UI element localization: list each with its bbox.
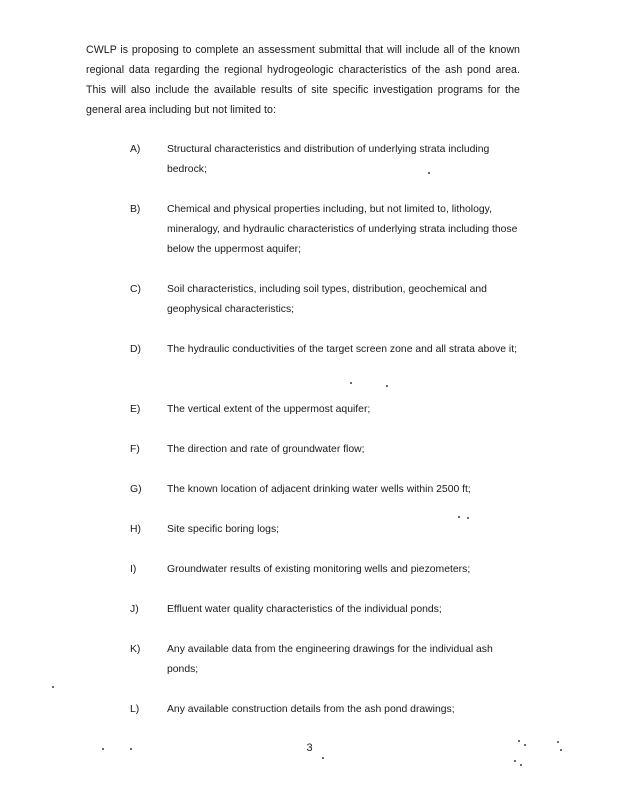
scan-speck <box>52 686 54 688</box>
scan-speck <box>130 748 132 750</box>
list-text: The hydraulic conductivities of the target screen zone and all strata above it; <box>167 344 518 355</box>
scan-speck <box>322 757 324 759</box>
list-text: Site specific boring logs; <box>167 524 280 535</box>
list-label: H) <box>130 524 141 535</box>
list-label: B) <box>130 204 141 215</box>
page-number: 3 <box>306 742 313 754</box>
scan-speck <box>350 382 352 384</box>
list-label: J) <box>130 604 139 615</box>
list-label: C) <box>130 284 141 295</box>
scan-speck <box>560 749 562 751</box>
list-text: The direction and rate of groundwater flow; <box>167 444 365 455</box>
list-text: Any available construction details from the ash pond drawings; <box>167 704 455 715</box>
scan-speck <box>458 516 460 518</box>
scan-speck <box>467 517 469 519</box>
scan-speck <box>102 748 104 750</box>
list-text: Effluent water quality characteristics of the individual ponds; <box>167 604 442 615</box>
list-text: Groundwater results of existing monitoring wells and piezometers; <box>167 564 471 575</box>
list-label: L) <box>130 704 140 715</box>
scan-speck <box>557 741 559 743</box>
list-label: E) <box>130 404 141 415</box>
list-label: A) <box>130 144 141 155</box>
list-text: The known location of adjacent drinking water wells within 2500 ft; <box>167 484 471 495</box>
intro-paragraph: CWLP is proposing to complete an assessment submittal that will include all of the known regional data regarding the regional hydrogeologic characteristics of the ash pond area. This will also include the available results of site specific investigation programs for the general area including but not limited to: <box>86 44 520 116</box>
list-label: K) <box>130 644 141 655</box>
list-text: The vertical extent of the uppermost aquifer; <box>167 404 371 415</box>
scan-speck <box>428 172 430 174</box>
scan-speck <box>520 764 522 766</box>
list-text: Chemical and physical properties including, but not limited to, lithology, mineralogy, and hydraulic characteristics of underlying strata including those below the uppermost aquifer; <box>167 204 518 255</box>
list-text: Structural characteristics and distribution of underlying strata including bedrock; <box>167 144 490 175</box>
list-label: D) <box>130 344 141 355</box>
scan-speck <box>386 385 388 387</box>
list-label: I) <box>130 564 137 575</box>
scan-speck <box>518 740 520 742</box>
list-text: Soil characteristics, including soil types, distribution, geochemical and geophysical characteristics; <box>167 284 487 315</box>
list-text: Any available data from the engineering drawings for the individual ash ponds; <box>167 644 493 675</box>
scan-speck <box>524 744 526 746</box>
list-label: F) <box>130 444 140 455</box>
scan-speck <box>514 760 516 762</box>
list-label: G) <box>130 484 142 495</box>
